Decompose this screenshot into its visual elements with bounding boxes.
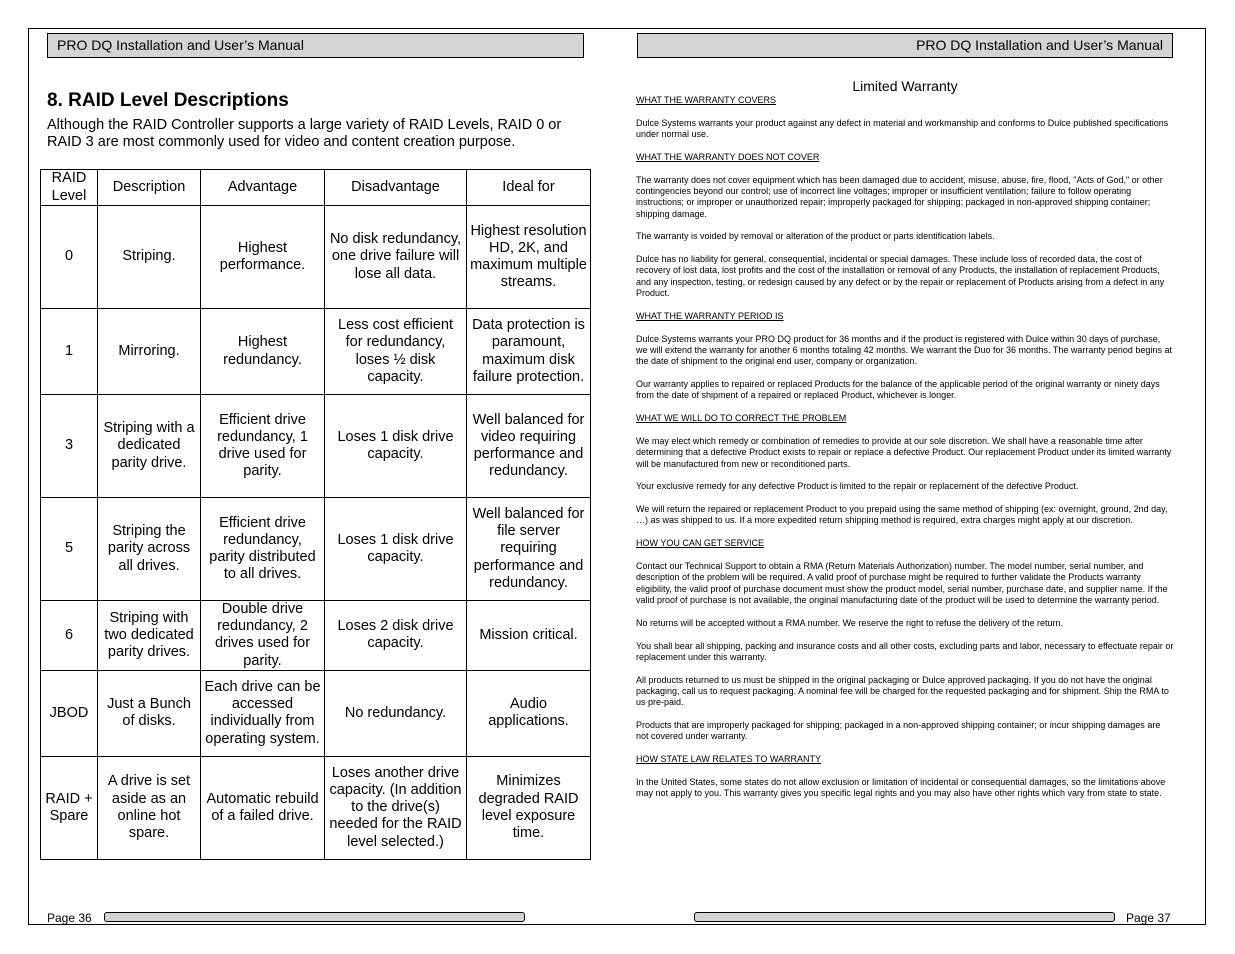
warranty-paragraph: You shall bear all shipping, packing and insurance costs and all other costs, excluding parts and labor, necessary to effectuate repair or replacement under this warranty. [636, 640, 1174, 662]
warranty-paragraph: All products returned to us must be shipped in the original packaging or Dulce approved packaging. If you do not have the original packaging, call us to request packaging. A nominal fee will be charged for the requested packaging and for shipment. Ship the RMA to us pre-paid. [636, 674, 1169, 708]
warranty-section [636, 78, 1174, 811]
table-cell: Minimizes degraded RAID level exposure time. [467, 756, 591, 859]
table-cell: 3 [41, 395, 98, 498]
table-cell: Loses 2 disk drive capacity. [325, 601, 467, 671]
table-header-row [41, 170, 591, 206]
table-cell: Striping the parity across all drives. [98, 498, 201, 601]
warranty-paragraph: We may elect which remedy or combination of remedies to provide at our sole discretion. We shall have a reasonable time after determining that a defective Product exists to repair or replace a defective Product. Our replacement Product under its limited warranty will be manufactured from new or reconditioned parts. [636, 435, 1172, 469]
warranty-paragraph: No returns will be accepted without a RMA number. We reserve the right to refuse the delivery of the return. [636, 617, 1064, 628]
warranty-paragraph: Contact our Technical Support to obtain a RMA (Return Materials Authorization) number. The model number, serial number, and description of the problem will be required. A valid proof of purchase might be required to further validate the Products warranty eligibility, the valid proof of purchase document must show the product model, serial number, purchase date, and supplier name. If the valid proof of purchase is not available, the original manufacturing date of the product will be used to determine the warranty period. [636, 561, 1168, 605]
table-cell: Data protection is paramount, maximum disk failure protection. [467, 309, 591, 395]
column-header: Disadvantage [325, 170, 467, 206]
warranty-paragraph: The warranty does not cover equipment which has been damaged due to accident, misuse, abuse, fire, flood, "Acts of God," or other contingencies beyond our control; use of incorrect line voltages; improper or insufficient ventilation; failure to follow operating instructions; or improper or unauthorized repair; improperly packaged for shipping; packaged in non-approved shipping container; shipping damage. [636, 174, 1163, 219]
table-cell: Just a Bunch of disks. [98, 670, 201, 756]
table-cell: Loses 1 disk drive capacity. [325, 395, 467, 498]
table-cell: Striping with a dedicated parity drive. [98, 395, 201, 498]
raid-table [40, 169, 591, 860]
table-cell: Efficient drive redundancy, 1 drive used for parity. [201, 395, 325, 498]
table-cell: Automatic rebuild of a failed drive. [201, 756, 325, 859]
table-cell: No redundancy. [325, 670, 467, 756]
table-cell: Highest redundancy. [201, 309, 325, 395]
table-cell: A drive is set aside as an online hot spare. [98, 756, 201, 859]
column-header: Advantage [201, 170, 325, 206]
table-cell: 0 [41, 206, 98, 309]
table-cell: Each drive can be accessed individually from operating system. [201, 670, 325, 756]
column-header: RAID Level [41, 170, 98, 206]
header-left: PRO DQ Installation and User’s Manual [47, 33, 584, 58]
footer-bar-right [694, 912, 1115, 922]
footer-bar-left [104, 912, 525, 922]
table-cell: Striping. [98, 206, 201, 309]
warranty-heading: WHAT THE WARRANTY COVERS [636, 95, 777, 105]
table-row [41, 206, 591, 309]
table-cell: 5 [41, 498, 98, 601]
table-cell: Less cost efficient for redundancy, loses ½ disk capacity. [325, 309, 467, 395]
warranty-paragraph: Dulce Systems warrants your product against any defect in material and workmanship and conforms to Dulce published specifications under normal use. [636, 117, 1169, 140]
header-right: PRO DQ Installation and User’s Manual [637, 33, 1173, 58]
table-cell: RAID + Spare [41, 756, 98, 859]
warranty-body [636, 95, 1174, 799]
intro-paragraph: Although the RAID Controller supports a large variety of RAID Levels, RAID 0 or RAID 3 are most commonly used for video and content creation purpose. [47, 117, 562, 150]
table-cell: 1 [41, 309, 98, 395]
table-cell: Efficient drive redundancy, parity distributed to all drives. [201, 498, 325, 601]
table-cell: Audio applications. [467, 670, 591, 756]
table-cell: Highest performance. [201, 206, 325, 309]
warranty-paragraph: Products that are improperly packaged for shipping; packaged in a non-approved shipping container; or incur shipping damages are not covered under warranty. [636, 719, 1161, 742]
table-cell: Well balanced for video requiring performance and redundancy. [467, 395, 591, 498]
warranty-paragraph: We will return the repaired or replacement Product to you prepaid using the same method of shipping (ex: overnight, ground, 2nd day, …) as was shipped to us. If a more expedited return shipping method is required, extra charges might apply at our discretion. [636, 504, 1168, 526]
column-header: Description [98, 170, 201, 206]
page-number-right: Page 37 [1126, 911, 1171, 925]
warranty-paragraph: The warranty is voided by removal or alteration of the product or parts identification labels. [636, 231, 995, 242]
warranty-paragraph: In the United States, some states do not allow exclusion or limitation of incidental or consequential damages, so the limitations above may not apply to you. This warranty gives you specific legal rights and you may also have other rights which vary from state to state. [636, 776, 1166, 799]
table-row [41, 309, 591, 395]
warranty-paragraph: Dulce has no liability for general, consequential, incidental or special damages. These include loss of recorded data, the cost of recovery of lost data, lost profits and the cost of the installation or removal of any Products, the installation of replacement Products, and any inspection, testing, or redesign caused by any defect or by the repair or replacement of Products arising from a defect in any Product. [636, 254, 1165, 299]
table-row [41, 670, 591, 756]
table-cell: JBOD [41, 670, 98, 756]
warranty-paragraph: Your exclusive remedy for any defective Product is limited to the repair or replacement of the defective Product. [636, 481, 1079, 492]
section-title: 8. RAID Level Descriptions [47, 90, 289, 111]
table-cell: No disk redundancy, one drive failure will lose all data. [325, 206, 467, 309]
table-cell: Well balanced for file server requiring performance and redundancy. [467, 498, 591, 601]
warranty-heading: WHAT WE WILL DO TO CORRECT THE PROBLEM [636, 413, 847, 424]
warranty-paragraph: Dulce Systems warrants your PRO DQ product for 36 months and if the product is registered with Dulce within 30 days of purchase, we will extend the warranty for another 6 months totaling 42 months. We warrant the Duo for 36 months. The warranty period begins at the date of shipment to the original end user, company or organization. [636, 333, 1172, 367]
table-cell: 6 [41, 601, 98, 671]
warranty-paragraph: Our warranty applies to repaired or replaced Products for the balance of the applicable period of the original warranty or ninety days from the date of shipment of a repaired or replaced Product, whichever is longer. [636, 379, 1160, 401]
page-number-left: Page 36 [47, 911, 92, 925]
warranty-heading: HOW YOU CAN GET SERVICE [636, 538, 765, 549]
table-cell: Highest resolution HD, 2K, and maximum multiple streams. [467, 206, 591, 309]
warranty-heading: WHAT THE WARRANTY DOES NOT COVER [636, 151, 820, 162]
warranty-title: Limited Warranty [852, 78, 958, 94]
table-cell: Mirroring. [98, 309, 201, 395]
warranty-heading: WHAT THE WARRANTY PERIOD IS [636, 310, 784, 321]
table-row [41, 601, 591, 671]
column-header: Ideal for [467, 170, 591, 206]
table-row [41, 756, 591, 859]
table-cell: Double drive redundancy, 2 drives used for parity. [201, 601, 325, 671]
table-cell: Loses 1 disk drive capacity. [325, 498, 467, 601]
table-cell: Loses another drive capacity. (In addition to the drive(s) needed for the RAID level selected.) [325, 756, 467, 859]
table-row [41, 498, 591, 601]
table-cell: Striping with two dedicated parity drives. [98, 601, 201, 671]
warranty-heading: HOW STATE LAW RELATES TO WARRANTY [636, 754, 822, 765]
table-cell: Mission critical. [467, 601, 591, 671]
table-row [41, 395, 591, 498]
